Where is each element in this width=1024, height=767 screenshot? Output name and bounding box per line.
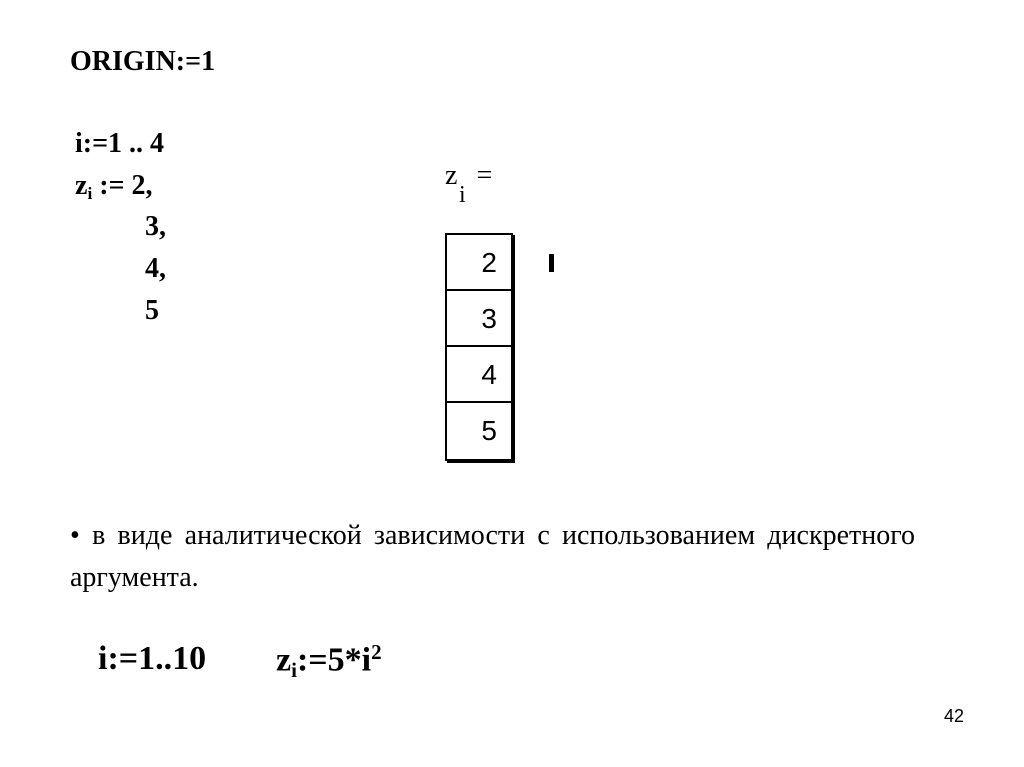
vector-cell: 3 <box>447 291 511 347</box>
origin-statement: ORIGIN:=1 <box>70 46 216 77</box>
text-cursor[interactable] <box>549 254 554 272</box>
z-value-2: 3, <box>145 211 166 242</box>
vector-subscript: i <box>459 182 466 208</box>
z-value-4: 5 <box>145 295 159 326</box>
page-number: 42 <box>943 706 964 726</box>
vector-equals: = <box>469 160 493 191</box>
z-formula <box>276 640 382 683</box>
vector-cell: 5 <box>481 415 497 446</box>
vector-result-table <box>445 233 513 461</box>
range-definition: i:=1 .. 4 <box>75 128 165 159</box>
z-value-1: 2, <box>131 170 153 201</box>
bullet-paragraph <box>70 515 915 599</box>
z-definition-first <box>75 170 153 204</box>
z-variable: z <box>75 170 88 201</box>
z-subscript: i <box>87 184 93 204</box>
vector-cell: 4 <box>447 347 511 403</box>
bullet-text: в виде аналитической зависимости с использованием дискретного аргумента. <box>70 520 916 593</box>
vector-cell: 2 <box>447 235 511 291</box>
formula-exponent: 2 <box>371 640 382 664</box>
vector-variable: z <box>445 160 458 191</box>
z-value-3: 4, <box>145 253 166 284</box>
range-definition-2: i:=1..10 <box>98 640 207 677</box>
formula-lhs-sub: i <box>291 657 297 682</box>
assign-operator: := <box>92 170 132 201</box>
formula-rhs: :=5*i <box>296 641 372 679</box>
vector-display-header <box>445 160 493 208</box>
formula-lhs-var: z <box>276 641 292 679</box>
bullet-marker: • <box>70 520 80 551</box>
